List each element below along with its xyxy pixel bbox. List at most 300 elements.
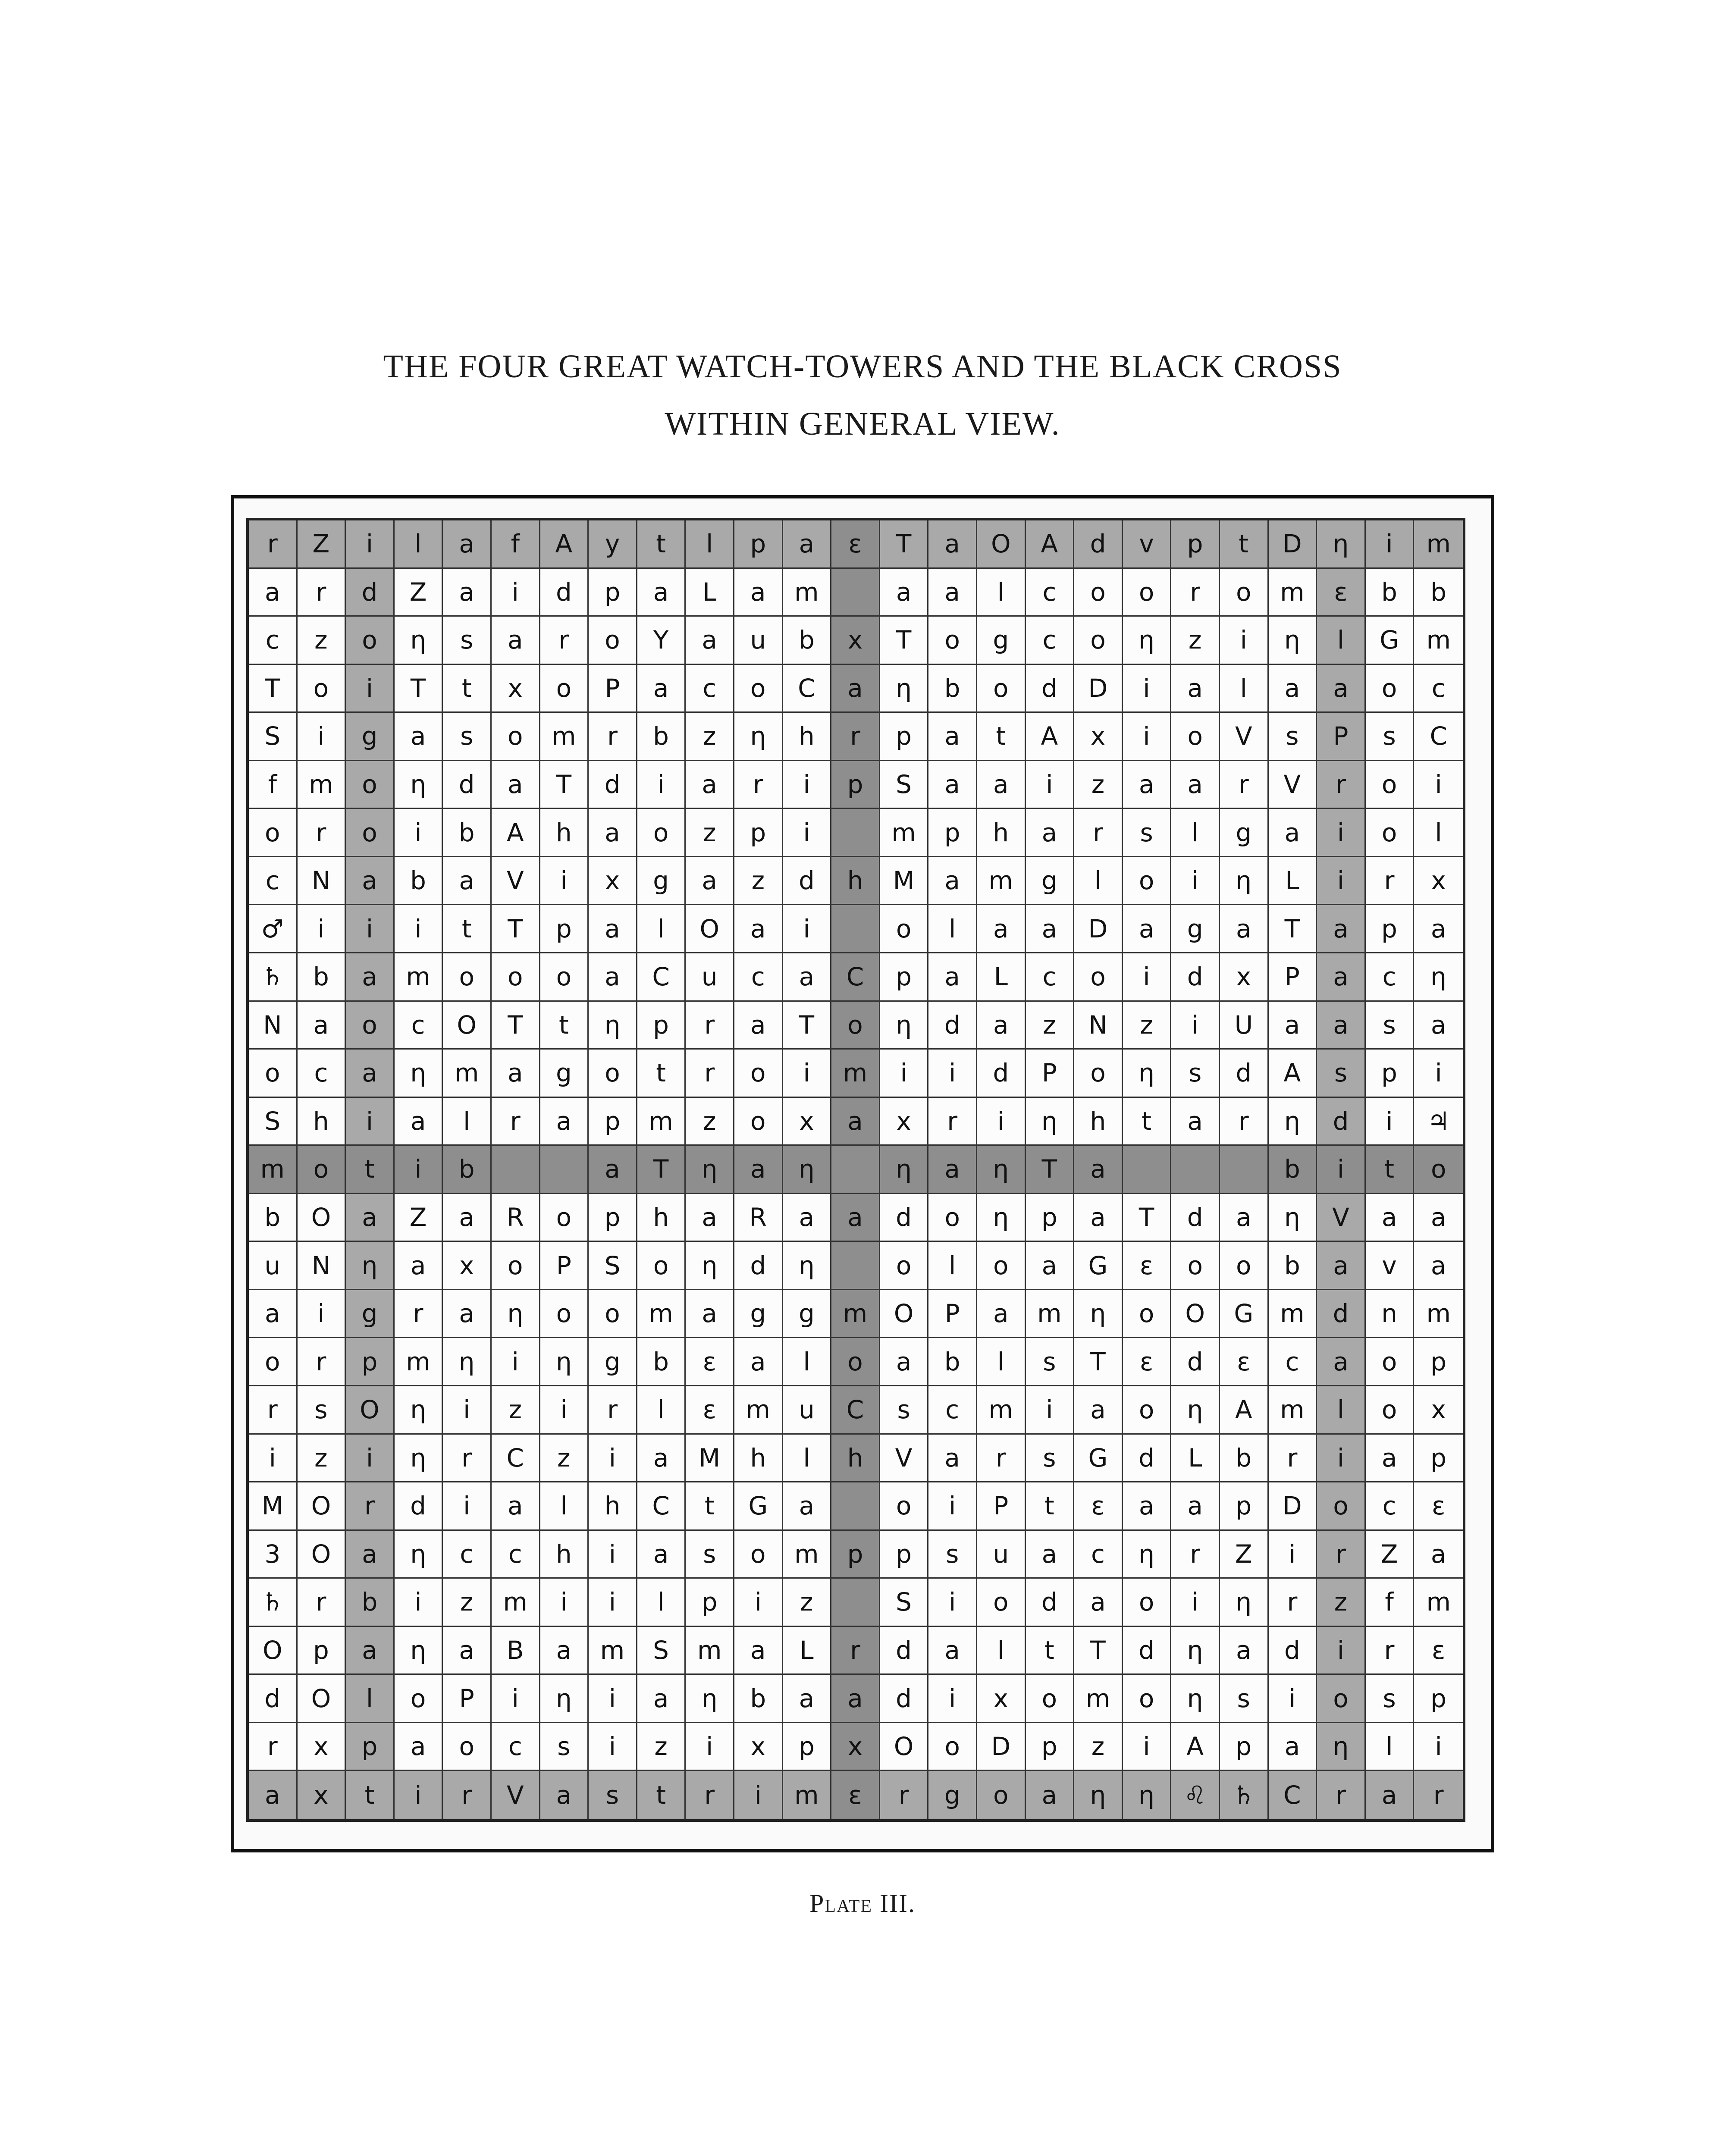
tablet-cell: O <box>298 1482 346 1531</box>
tablet-cell: a <box>783 520 832 569</box>
tablet-cell: m <box>637 1098 686 1146</box>
tablet-cell: a <box>686 617 734 665</box>
tablet-cell: i <box>1366 520 1414 569</box>
tablet-cell: N <box>1074 1002 1123 1050</box>
tablet-cell: p <box>928 809 977 857</box>
tablet-cell: η <box>1220 857 1269 906</box>
tablet-cell: o <box>1317 1675 1366 1723</box>
tablet-cell: m <box>637 1290 686 1338</box>
tablet-cell: i <box>783 761 832 809</box>
tablet-cell: η <box>1317 520 1366 569</box>
tablet-cell: c <box>249 857 298 906</box>
tablet-cell: i <box>783 1050 832 1098</box>
tablet-cell: i <box>1414 761 1463 809</box>
tablet-cell: a <box>686 1194 734 1242</box>
tablet-cell: m <box>783 569 832 617</box>
tablet-cell: a <box>1026 1531 1075 1579</box>
tablet-cell: z <box>492 1386 540 1435</box>
tablet-cell: η <box>977 1146 1026 1194</box>
tablet-cell: a <box>928 1627 977 1675</box>
tablet-cell: d <box>589 761 637 809</box>
tablet-cell: c <box>734 953 783 1002</box>
tablet-cell: u <box>686 953 734 1002</box>
tablet-cell: r <box>686 1050 734 1098</box>
tablet-cell: c <box>298 1050 346 1098</box>
tablet-cell: z <box>1074 761 1123 809</box>
tablet-cell: a <box>928 569 977 617</box>
tablet-cell: η <box>977 1194 1026 1242</box>
tablet-cell: o <box>734 1098 783 1146</box>
tablet-cell: C <box>637 953 686 1002</box>
tablet-cell: t <box>540 1002 589 1050</box>
tablet-cell: r <box>249 1723 298 1771</box>
tablet-cell: η <box>1414 953 1463 1002</box>
tablet-cell: p <box>831 1531 880 1579</box>
tablet-cell: o <box>346 617 395 665</box>
tablet-cell: r <box>686 1771 734 1819</box>
tablet-cell: ε <box>1414 1627 1463 1675</box>
tablet-cell: s <box>540 1723 589 1771</box>
tablet-cell: r <box>298 1579 346 1627</box>
tablet-cell: i <box>928 1482 977 1531</box>
tablet-cell <box>1171 1146 1220 1194</box>
tablet-cell: u <box>783 1386 832 1435</box>
tablet-cell: a <box>1414 905 1463 953</box>
tablet-cell: a <box>492 761 540 809</box>
tablet-cell: i <box>686 1723 734 1771</box>
tablet-cell: V <box>492 1771 540 1819</box>
tablet-cell: c <box>1414 665 1463 713</box>
tablet-cell: P <box>977 1482 1026 1531</box>
tablet-cell: Z <box>1220 1531 1269 1579</box>
tablet-cell: i <box>1317 1627 1366 1675</box>
tablet-cell: d <box>540 569 589 617</box>
tablet-cell: ♄ <box>1220 1771 1269 1819</box>
tablet-cell: h <box>540 809 589 857</box>
tablet-cell: η <box>1123 1050 1172 1098</box>
tablet-cell: d <box>928 1002 977 1050</box>
tablet-cell: t <box>443 905 492 953</box>
tablet-cell: g <box>977 617 1026 665</box>
tablet-cell: A <box>1269 1050 1317 1098</box>
tablet-cell: a <box>346 1194 395 1242</box>
tablet-cell: o <box>589 1050 637 1098</box>
tablet-cell: P <box>1317 713 1366 761</box>
tablet-cell: T <box>540 761 589 809</box>
tablet-cell: s <box>589 1771 637 1819</box>
plate-title-line-2: WITHIN GENERAL VIEW. <box>665 406 1060 442</box>
tablet-cell: ε <box>831 520 880 569</box>
tablet-cell: s <box>1026 1338 1075 1386</box>
tablet-cell: l <box>1074 857 1123 906</box>
tablet-cell: m <box>977 1386 1026 1435</box>
tablet-cell: o <box>492 1242 540 1290</box>
tablet-cell: p <box>686 1579 734 1627</box>
tablet-cell: a <box>928 761 977 809</box>
tablet-cell: a <box>443 1290 492 1338</box>
tablet-cell: i <box>1317 1435 1366 1483</box>
tablet-cell: b <box>1366 569 1414 617</box>
tablet-cell: a <box>1366 1771 1414 1819</box>
tablet-cell: o <box>443 953 492 1002</box>
tablet-cell: N <box>298 857 346 906</box>
tablet-cell: m <box>1414 1290 1463 1338</box>
tablet-cell: l <box>346 1675 395 1723</box>
tablet-cell: m <box>298 761 346 809</box>
tablet-cell: i <box>1123 665 1172 713</box>
tablet-cell: a <box>492 1482 540 1531</box>
tablet-cell: η <box>1220 1579 1269 1627</box>
tablet-cell: h <box>977 809 1026 857</box>
tablet-cell: a <box>1123 1482 1172 1531</box>
tablet-cell: d <box>1220 1050 1269 1098</box>
tablet-cell: a <box>1074 1146 1123 1194</box>
tablet-cell: B <box>492 1627 540 1675</box>
tablet-cell: ε <box>1123 1242 1172 1290</box>
tablet-cell: R <box>492 1194 540 1242</box>
tablet-cell: g <box>1220 809 1269 857</box>
tablet-cell: a <box>1026 1771 1075 1819</box>
tablet-cell: a <box>346 1531 395 1579</box>
tablet-cell: O <box>686 905 734 953</box>
tablet-cell: L <box>1269 857 1317 906</box>
tablet-cell: l <box>977 1627 1026 1675</box>
tablet-cell: S <box>249 1098 298 1146</box>
tablet-cell: d <box>1171 1194 1220 1242</box>
tablet-cell: i <box>880 1050 929 1098</box>
tablet-cell: p <box>1366 905 1414 953</box>
tablet-cell: o <box>880 1482 929 1531</box>
tablet-cell: η <box>540 1338 589 1386</box>
tablet-cell: O <box>249 1627 298 1675</box>
tablet-cell: G <box>1220 1290 1269 1338</box>
tablet-cell: p <box>346 1338 395 1386</box>
tablet-cell: t <box>637 1771 686 1819</box>
tablet-cell: O <box>298 1675 346 1723</box>
tablet-cell: g <box>783 1290 832 1338</box>
tablet-cell: C <box>1414 713 1463 761</box>
tablet-cell <box>831 1579 880 1627</box>
tablet-cell: Z <box>395 1194 443 1242</box>
tablet-cell: x <box>589 857 637 906</box>
tablet-cell: a <box>395 1098 443 1146</box>
tablet-cell: z <box>1074 1723 1123 1771</box>
tablet-cell: o <box>346 809 395 857</box>
tablet-cell: η <box>395 1435 443 1483</box>
tablet-cell: t <box>443 665 492 713</box>
tablet-cell: P <box>928 1290 977 1338</box>
tablet-cell: a <box>346 1050 395 1098</box>
tablet-cell: r <box>1171 569 1220 617</box>
tablet-cell: a <box>249 1290 298 1338</box>
tablet-cell: z <box>1026 1002 1075 1050</box>
tablet-cell: T <box>1026 1146 1075 1194</box>
tablet-cell: m <box>1269 1290 1317 1338</box>
tablet-cell: a <box>977 905 1026 953</box>
tablet-cell: a <box>298 1002 346 1050</box>
tablet-cell: d <box>880 1194 929 1242</box>
tablet-cell: l <box>540 1482 589 1531</box>
tablet-cell: t <box>637 1050 686 1098</box>
tablet-cell: o <box>346 1002 395 1050</box>
tablet-cell: a <box>637 1435 686 1483</box>
tablet-cell: r <box>395 1290 443 1338</box>
tablet-cell: a <box>395 713 443 761</box>
tablet-cell: a <box>928 713 977 761</box>
tablet-cell: c <box>1026 569 1075 617</box>
tablet-cell: z <box>686 809 734 857</box>
tablet-cell: c <box>1074 1531 1123 1579</box>
tablet-cell: A <box>492 809 540 857</box>
tablet-cell: i <box>492 1338 540 1386</box>
tablet-cell: o <box>977 1579 1026 1627</box>
tablet-cell: C <box>1269 1771 1317 1819</box>
tablet-cell: P <box>540 1242 589 1290</box>
tablet-cell: r <box>589 713 637 761</box>
tablet-cell: d <box>734 1242 783 1290</box>
tablet-cell: l <box>783 1338 832 1386</box>
tablet-cell: p <box>637 1002 686 1050</box>
tablet-cell: ε <box>1220 1338 1269 1386</box>
tablet-cell: r <box>1269 1435 1317 1483</box>
tablet-cell: o <box>1074 953 1123 1002</box>
tablet-cell: a <box>1269 1723 1317 1771</box>
tablet-cell: o <box>540 665 589 713</box>
tablet-cell: r <box>298 809 346 857</box>
tablet-cell: i <box>783 905 832 953</box>
tablet-cell: η <box>686 1675 734 1723</box>
tablet-cell: m <box>540 713 589 761</box>
tablet-cell: m <box>977 857 1026 906</box>
tablet-cell: i <box>1414 1723 1463 1771</box>
tablet-cell: t <box>346 1771 395 1819</box>
tablet-cell: p <box>880 1531 929 1579</box>
plate-caption: Plate III. <box>809 1889 916 1918</box>
tablet-cell: x <box>831 617 880 665</box>
tablet-cell: o <box>880 905 929 953</box>
tablet-cell: r <box>1171 1531 1220 1579</box>
tablet-cell: a <box>540 1627 589 1675</box>
tablet-cell: h <box>831 1435 880 1483</box>
tablet-cell: O <box>298 1531 346 1579</box>
tablet-cell: m <box>1414 520 1463 569</box>
tablet-cell: L <box>977 953 1026 1002</box>
tablet-cell: x <box>1414 1386 1463 1435</box>
tablet-cell: i <box>977 1098 1026 1146</box>
tablet-cell: r <box>249 1386 298 1435</box>
tablet-cell: U <box>1220 1002 1269 1050</box>
tablet-cell: p <box>1366 1050 1414 1098</box>
tablet-cell: a <box>977 1290 1026 1338</box>
tablet-cell: x <box>977 1675 1026 1723</box>
tablet-cell: a <box>589 809 637 857</box>
tablet-cell: o <box>928 617 977 665</box>
plate-title-line-1: THE FOUR GREAT WATCH-TOWERS AND THE BLACK CROSS <box>383 348 1342 385</box>
tablet-cell: a <box>395 1242 443 1290</box>
tablet-cell: b <box>734 1675 783 1723</box>
tablet-cell: m <box>589 1627 637 1675</box>
tablet-cell: o <box>1171 713 1220 761</box>
tablet-cell: o <box>734 665 783 713</box>
tablet-cell: p <box>734 520 783 569</box>
tablet-cell: l <box>637 1386 686 1435</box>
tablet-cell: d <box>1171 1338 1220 1386</box>
tablet-cell: p <box>1414 1338 1463 1386</box>
tablet-cell: i <box>589 1675 637 1723</box>
tablet-cell: o <box>540 1290 589 1338</box>
tablet-cell: b <box>637 713 686 761</box>
tablet-cell: a <box>637 569 686 617</box>
tablet-cell: d <box>1171 953 1220 1002</box>
tablet-cell: O <box>346 1386 395 1435</box>
tablet-cell: m <box>443 1050 492 1098</box>
tablet-cell: a <box>783 1482 832 1531</box>
tablet-cell: T <box>880 520 929 569</box>
tablet-cell: η <box>395 1531 443 1579</box>
tablet-cell: x <box>734 1723 783 1771</box>
tablet-cell: t <box>977 713 1026 761</box>
tablet-cell: a <box>1317 1002 1366 1050</box>
tablet-cell: r <box>298 1338 346 1386</box>
tablet-cell: C <box>637 1482 686 1531</box>
tablet-cell: t <box>1366 1146 1414 1194</box>
tablet-cell: o <box>1123 857 1172 906</box>
tablet-cell: S <box>880 1579 929 1627</box>
tablet-cell: a <box>880 1338 929 1386</box>
tablet-cell: o <box>298 1146 346 1194</box>
tablet-cell: b <box>443 809 492 857</box>
tablet-cell: η <box>1123 1771 1172 1819</box>
tablet-cell: i <box>734 1771 783 1819</box>
tablet-cell: a <box>1074 1194 1123 1242</box>
tablet-cell: i <box>589 1723 637 1771</box>
tablet-cell: i <box>1317 809 1366 857</box>
tablet-cell: a <box>1026 809 1075 857</box>
tablet-cell: η <box>395 761 443 809</box>
tablet-cell: a <box>783 1675 832 1723</box>
tablet-cell: A <box>1026 520 1075 569</box>
tablet-cell: η <box>395 617 443 665</box>
tablet-cell: c <box>395 1002 443 1050</box>
tablet-cell: a <box>395 1723 443 1771</box>
tablet-cell: ε <box>1317 569 1366 617</box>
tablet-cell: f <box>492 520 540 569</box>
tablet-cell: N <box>298 1242 346 1290</box>
tablet-cell: η <box>1269 1194 1317 1242</box>
tablet-cell: η <box>1269 1098 1317 1146</box>
tablet-cell: i <box>783 809 832 857</box>
tablet-cell: i <box>1269 1675 1317 1723</box>
tablet-cell: s <box>928 1531 977 1579</box>
tablet-cell: d <box>1026 665 1075 713</box>
tablet-cell: a <box>492 1050 540 1098</box>
tablet-cell: T <box>1269 905 1317 953</box>
tablet-cell: η <box>1171 1386 1220 1435</box>
tablet-cell: t <box>1123 1098 1172 1146</box>
tablet-cell: s <box>1366 1002 1414 1050</box>
tablet-cell: i <box>1317 1146 1366 1194</box>
tablet-cell: i <box>298 905 346 953</box>
tablet-cell: η <box>540 1675 589 1723</box>
tablet-cell: c <box>443 1531 492 1579</box>
tablet-cell: m <box>880 809 929 857</box>
tablet-cell: o <box>734 1050 783 1098</box>
tablet-cell: T <box>1123 1194 1172 1242</box>
tablet-cell: η <box>783 1146 832 1194</box>
tablet-cell: o <box>1074 569 1123 617</box>
tablet-cell: z <box>540 1435 589 1483</box>
tablet-cell: r <box>1366 1627 1414 1675</box>
tablet-cell: d <box>1269 1627 1317 1675</box>
tablet-cell: o <box>492 953 540 1002</box>
tablet-cell: i <box>346 665 395 713</box>
tablet-cell: m <box>1074 1675 1123 1723</box>
tablet-cell: i <box>395 905 443 953</box>
tablet-cell: g <box>589 1338 637 1386</box>
tablet-cell: f <box>249 761 298 809</box>
tablet-cell: l <box>1317 617 1366 665</box>
tablet-cell: o <box>443 1723 492 1771</box>
tablet-cell: b <box>928 665 977 713</box>
tablet-cell: a <box>1220 1194 1269 1242</box>
tablet-cell: r <box>1366 857 1414 906</box>
tablet-cell: p <box>1414 1435 1463 1483</box>
tablet-cell: m <box>395 1338 443 1386</box>
tablet-cell: s <box>1123 809 1172 857</box>
tablet-cell: m <box>492 1579 540 1627</box>
tablet-cell: ♃ <box>1414 1098 1463 1146</box>
tablet-cell <box>492 1146 540 1194</box>
tablet-cell: C <box>492 1435 540 1483</box>
tablet-cell: a <box>1317 1242 1366 1290</box>
tablet-cell: a <box>249 1771 298 1819</box>
tablet-cell: x <box>783 1098 832 1146</box>
tablet-cell: P <box>1026 1050 1075 1098</box>
tablet-cell: i <box>1269 1531 1317 1579</box>
tablet-cell: x <box>831 1723 880 1771</box>
tablet-cell: m <box>1414 617 1463 665</box>
tablet-cell: ♄ <box>249 953 298 1002</box>
tablet-cell: i <box>395 1579 443 1627</box>
tablet-cell: i <box>298 1290 346 1338</box>
tablet-cell: a <box>1366 1435 1414 1483</box>
tablet-cell: b <box>1220 1435 1269 1483</box>
tablet-cell: a <box>783 1194 832 1242</box>
tablet-cell: 3 <box>249 1531 298 1579</box>
tablet-cell: r <box>977 1435 1026 1483</box>
tablet-cell: o <box>1074 1050 1123 1098</box>
tablet-cell <box>831 809 880 857</box>
tablet-cell: l <box>1414 809 1463 857</box>
tablet-cell: a <box>977 761 1026 809</box>
tablet-cell <box>831 905 880 953</box>
tablet-cell: r <box>589 1386 637 1435</box>
tablet-cell: i <box>589 1531 637 1579</box>
tablet-cell: a <box>1317 905 1366 953</box>
tablet-cell: c <box>1366 953 1414 1002</box>
tablet-cell: i <box>346 520 395 569</box>
tablet-cell: p <box>734 809 783 857</box>
tablet-cell: t <box>686 1482 734 1531</box>
tablet-cell: O <box>880 1290 929 1338</box>
tablet-cell: d <box>346 569 395 617</box>
tablet-cell: a <box>1123 905 1172 953</box>
tablet-cell: o <box>540 1194 589 1242</box>
tablet-cell: N <box>249 1002 298 1050</box>
tablet-cell: h <box>734 1435 783 1483</box>
tablet-cell: g <box>540 1050 589 1098</box>
tablet-cell: a <box>928 520 977 569</box>
